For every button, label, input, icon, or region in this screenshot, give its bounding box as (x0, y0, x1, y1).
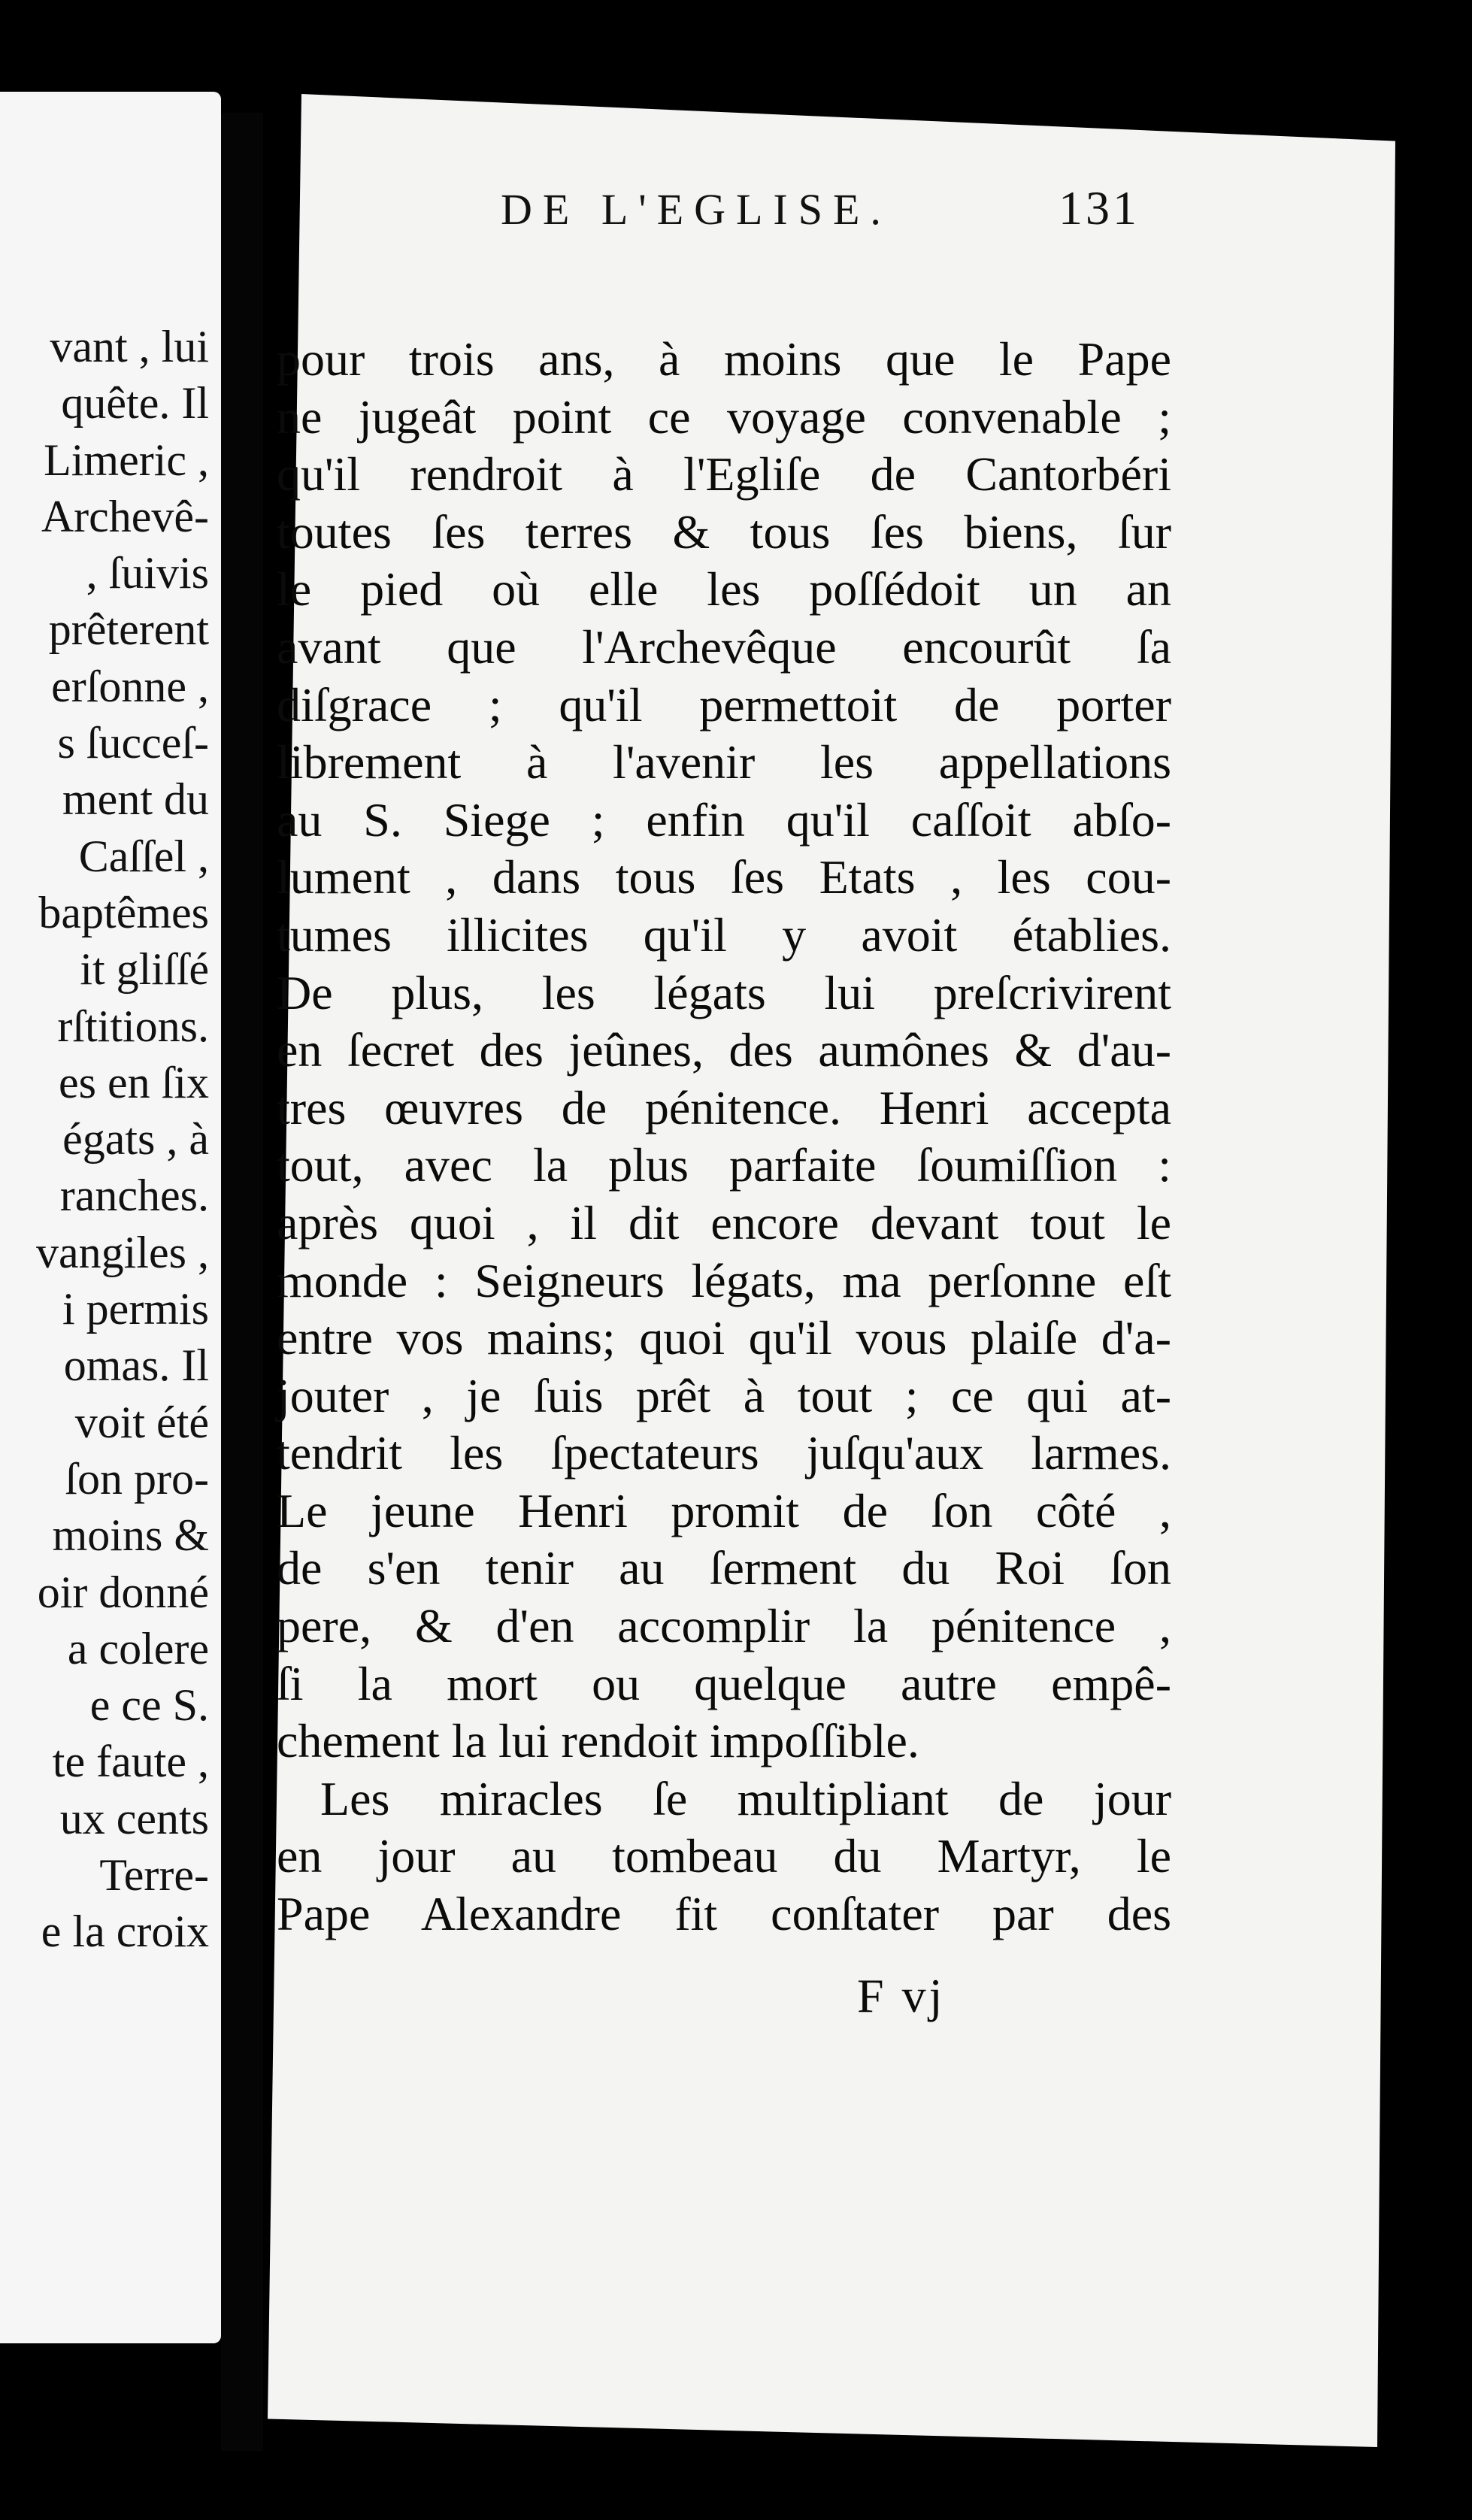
left-line: prêterent (48, 604, 209, 655)
left-line: erſonne , (51, 661, 209, 711)
left-line: te faute , (52, 1737, 209, 1787)
left-line: a colere (67, 1623, 209, 1673)
text-line: de s'en tenir au ſerment du Roi ſon (277, 1541, 1171, 1595)
text-line: ne jugeât point ce voyage convenable ; (277, 389, 1171, 444)
left-line: quête. Il (61, 378, 209, 429)
text-line: pour trois ans, à moins que le Pape (277, 332, 1171, 386)
left-line: ſon pro- (65, 1453, 209, 1504)
text-line: Les miracles ſe multipliant de jour (320, 1771, 1171, 1825)
left-line: oir donné (37, 1567, 209, 1617)
text-line: au S. Siege ; enfin qu'il caſſoit abſo- (277, 792, 1171, 847)
left-line: baptêmes (38, 887, 209, 937)
running-head (245, 180, 1140, 236)
text-line: chement la lui rendoit impoſſible. (277, 1714, 919, 1768)
left-line: vant , lui (50, 322, 209, 371)
text-line: qu'il rendroit à l'Egliſe de Cantorbéri (277, 447, 1171, 501)
left-line: s ſucceſ- (57, 718, 209, 768)
text-line: tout, avec la plus parfaite ſoumiſſion : (277, 1138, 1171, 1192)
text-line: en jour au tombeau du Martyr, le (277, 1829, 1171, 1883)
left-line: , ſuivis (86, 548, 209, 598)
text-line: après quoi , il dit encore devant tout le (277, 1195, 1171, 1249)
text-line: lument , dans tous ſes Etats , les cou- (277, 850, 1171, 904)
running-head-title: DE L'EGLISE. (501, 185, 892, 234)
book-gutter (221, 113, 263, 2451)
left-line: Caſſel , (78, 831, 209, 881)
left-line: moins & (52, 1510, 209, 1561)
left-line: omas. Il (63, 1340, 209, 1391)
left-line: voit été (74, 1397, 209, 1447)
text-line: avant que l'Archevêque encourût ſa (277, 619, 1171, 674)
text-line: tendrit les ſpectateurs juſqu'aux larmes. (277, 1426, 1171, 1480)
left-line: vangiles , (36, 1227, 209, 1277)
text-line: ſi la mort ou quelque autre empê- (277, 1656, 1171, 1710)
left-line: ranches. (59, 1171, 209, 1221)
text-line: diſgrace ; qu'il permettoit de porter (277, 677, 1171, 731)
left-line: rſtitions. (57, 1001, 209, 1051)
left-line: i permis (62, 1284, 209, 1334)
page-number: 131 (1059, 181, 1140, 235)
text-line: jouter , je ſuis prêt à tout ; ce qui at- (277, 1368, 1171, 1422)
text-line: De plus, les légats lui preſcrivirent (277, 965, 1171, 1019)
body-text (277, 331, 1171, 1943)
text-line: en ſecret des jeûnes, des aumônes & d'au- (277, 1023, 1171, 1077)
scan-border-top (0, 0, 1472, 92)
left-line: it gliſſé (80, 944, 209, 995)
text-line: toutes ſes terres & tous ſes biens, ſur (277, 504, 1171, 559)
scan-border-right (1427, 0, 1472, 2520)
text-line: Le jeune Henri promit de ſon côté , (277, 1483, 1171, 1537)
text-line: tres œuvres de pénitence. Henri accepta (277, 1080, 1171, 1134)
left-line: ment du (62, 774, 209, 825)
text-line: pere, & d'en accomplir la pénitence , (277, 1599, 1171, 1653)
left-line: Terre- (99, 1850, 209, 1901)
left-line: égats , à (62, 1114, 209, 1165)
left-line: Limeric , (44, 435, 209, 485)
text-line: librement à l'avenir les appellations (277, 735, 1171, 789)
left-page (0, 92, 221, 2343)
left-page-text (0, 319, 209, 1961)
left-line: es en ſix (59, 1057, 209, 1107)
text-line: entre vos mains; quoi qu'il vous plaiſe d'a- (277, 1311, 1171, 1365)
signature-mark: F vj (857, 1969, 946, 2022)
text-line: tumes illicites qu'il y avoit établies. (277, 907, 1171, 962)
left-line: ux cents (59, 1793, 209, 1843)
text-line: Pape Alexandre fit conſtater par des (277, 1887, 1171, 1941)
left-line: Archevê- (41, 491, 209, 541)
text-line: monde : Seigneurs légats, ma perſonne eſt (277, 1253, 1171, 1307)
text-line: le pied où elle les poſſédoit un an (277, 562, 1171, 616)
left-line: e ce S. (89, 1680, 209, 1731)
left-line: e la croix (41, 1907, 209, 1957)
